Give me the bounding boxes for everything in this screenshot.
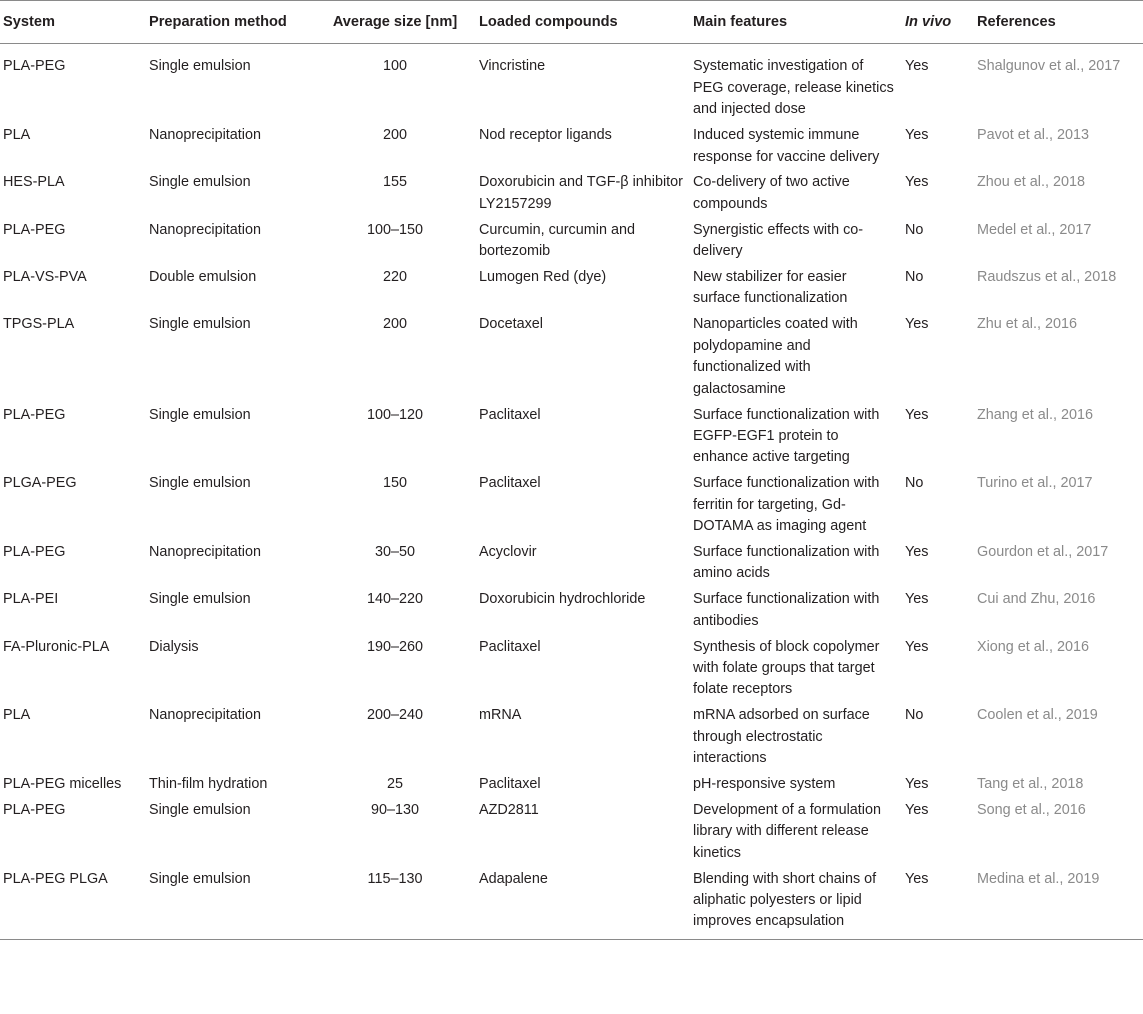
table-row	[0, 586, 1143, 633]
table-row	[0, 634, 1143, 703]
cell-features: New stabilizer for easier surface functionalization	[693, 269, 848, 307]
cell-features: Co-delivery of two active compounds	[693, 174, 850, 212]
cell-system: FA-Pluronic-PLA	[3, 638, 110, 655]
cell-reference: Zhu et al., 2016	[977, 316, 1078, 333]
cell-size: 100–120	[366, 406, 424, 423]
cell-reference: Zhou et al., 2018	[977, 174, 1086, 191]
cell-reference: Cui and Zhu, 2016	[977, 591, 1096, 608]
cell-loaded: Nod receptor ligands	[479, 127, 612, 144]
cell-system: PLA-PEG micelles	[3, 776, 122, 792]
cell-invivo: No	[905, 221, 924, 238]
header-loaded: Loaded compounds	[475, 1, 689, 44]
cell-size: 200	[382, 316, 407, 333]
cell-invivo: Yes	[905, 638, 929, 655]
table-row	[0, 169, 1143, 216]
cell-size: 90–130	[370, 801, 420, 818]
table-row	[0, 402, 1143, 471]
cell-invivo: Yes	[905, 58, 929, 75]
cell-invivo: No	[905, 269, 924, 286]
cell-size: 30–50	[374, 543, 416, 560]
cell-system: PLA	[3, 127, 31, 144]
table-row	[0, 702, 1143, 771]
cell-size: 100	[382, 58, 407, 75]
cell-reference: Pavot et al., 2013	[977, 127, 1090, 144]
header-features: Main features	[689, 1, 901, 44]
cell-reference: Coolen et al., 2019	[977, 707, 1098, 724]
cell-system: PLA-PEG	[3, 543, 66, 560]
cell-preparation: Single emulsion	[149, 406, 251, 423]
cell-reference: Zhang et al., 2016	[977, 406, 1094, 423]
cell-system: HES-PLA	[3, 174, 65, 191]
cell-invivo: Yes	[905, 776, 929, 792]
cell-system: PLA-VS-PVA	[3, 269, 87, 286]
table-row	[0, 311, 1143, 401]
cell-loaded: Doxorubicin and TGF-β inhibitor LY2157299	[479, 174, 683, 212]
cell-loaded: Adapalene	[475, 866, 689, 940]
cell-invivo: Yes	[905, 543, 929, 560]
cell-features: pH-responsive system	[693, 776, 836, 792]
cell-size: 155	[382, 174, 407, 191]
header-system: System	[0, 1, 145, 44]
table-row	[0, 866, 1143, 940]
table-row	[0, 217, 1143, 264]
cell-preparation: Single emulsion	[149, 475, 251, 492]
cell-features: Blending with short chains of aliphatic polyesters or lipid improves encapsulation	[689, 866, 901, 940]
cell-size: 150	[382, 475, 407, 492]
cell-loaded: Paclitaxel	[479, 406, 541, 423]
cell-loaded: Paclitaxel	[479, 475, 541, 492]
cell-system: TPGS-PLA	[3, 316, 75, 333]
cell-loaded: Doxorubicin hydrochloride	[479, 591, 646, 608]
cell-system: PLA-PEG	[3, 801, 66, 818]
cell-reference: Xiong et al., 2016	[977, 638, 1090, 655]
header-invivo: In vivo	[901, 1, 973, 44]
cell-system: PLGA-PEG	[3, 475, 77, 492]
cell-reference: Medina et al., 2019	[973, 866, 1143, 940]
cell-invivo: Yes	[905, 591, 929, 608]
cell-system: PLA-PEG	[3, 58, 66, 75]
cell-preparation: Single emulsion	[149, 316, 251, 333]
cell-loaded: Acyclovir	[479, 543, 537, 560]
cell-invivo: Yes	[905, 316, 929, 333]
cell-features: Development of a formulation library with different release kinetics	[693, 801, 881, 861]
cell-preparation: Single emulsion	[145, 866, 315, 940]
table-row	[0, 44, 1143, 122]
cell-preparation: Single emulsion	[149, 174, 251, 191]
cell-features: Systematic investigation of PEG coverage, release kinetics and injected dose	[693, 58, 894, 118]
cell-size: 220	[382, 269, 407, 286]
cell-reference: Raudszus et al., 2018	[977, 269, 1117, 286]
cell-loaded: mRNA	[479, 707, 522, 724]
table-row	[0, 771, 1143, 797]
table-row	[0, 264, 1143, 311]
cell-reference: Turino et al., 2017	[977, 475, 1093, 492]
header-row	[0, 1, 1143, 44]
cell-loaded: Paclitaxel	[479, 638, 541, 655]
cell-preparation: Thin-film hydration	[149, 776, 268, 792]
cell-size: 190–260	[366, 638, 424, 655]
cell-system: PLA-PEG	[3, 221, 66, 238]
cell-features: Surface functionalization with amino acids	[693, 543, 880, 582]
cell-reference: Medel et al., 2017	[977, 221, 1092, 238]
cell-reference: Shalgunov et al., 2017	[977, 58, 1121, 75]
cell-preparation: Single emulsion	[149, 58, 251, 75]
cell-preparation: Single emulsion	[149, 591, 251, 608]
cell-size: 140–220	[366, 591, 424, 608]
cell-invivo: Yes	[905, 174, 929, 191]
table-row	[0, 470, 1143, 539]
cell-size: 25	[386, 776, 403, 792]
cell-loaded: Lumogen Red (dye)	[479, 269, 607, 286]
cell-features: Synergistic effects with co-delivery	[693, 221, 864, 260]
cell-features: mRNA adsorbed on surface through electrostatic interactions	[693, 707, 870, 767]
cell-loaded: Paclitaxel	[479, 776, 541, 792]
cell-system: PLA-PEI	[3, 591, 59, 608]
cell-size: 115–130	[315, 866, 475, 940]
cell-preparation: Nanoprecipitation	[149, 127, 261, 144]
table-row	[0, 122, 1143, 169]
cell-preparation: Nanoprecipitation	[149, 221, 261, 238]
cell-features: Surface functionalization with ferritin for targeting, Gd-DOTAMA as imaging agent	[693, 475, 880, 535]
cell-size: 100–150	[366, 221, 424, 238]
cell-system: PLA-PEG	[3, 406, 66, 423]
cell-features: Surface functionalization with antibodies	[693, 591, 880, 629]
cell-system: PLA	[3, 707, 31, 724]
cell-invivo: No	[905, 707, 924, 724]
cell-invivo: Yes	[905, 127, 929, 144]
table-row	[0, 539, 1143, 586]
cell-invivo: Yes	[905, 801, 929, 818]
header-references: References	[973, 1, 1143, 44]
header-preparation: Preparation method	[145, 1, 315, 44]
cell-features: Surface functionalization with EGFP-EGF1 protein to enhance active targeting	[693, 406, 880, 466]
cell-invivo: No	[905, 475, 924, 492]
cell-preparation: Nanoprecipitation	[149, 543, 261, 560]
cell-invivo: Yes	[905, 406, 929, 423]
cell-invivo: Yes	[901, 866, 973, 940]
table-body	[0, 44, 1143, 939]
cell-loaded: Vincristine	[479, 58, 546, 75]
header-size: Average size [nm]	[315, 1, 475, 44]
cell-loaded: AZD2811	[479, 801, 539, 818]
cell-reference: Song et al., 2016	[977, 801, 1086, 818]
cell-reference: Tang et al., 2018	[977, 776, 1084, 792]
cell-features: Nanoparticles coated with polydopamine and functionalized with galactosamine	[693, 316, 858, 397]
cell-loaded: Docetaxel	[479, 316, 543, 333]
cell-features: Induced systemic immune response for vaccine delivery	[693, 127, 880, 165]
cell-reference: Gourdon et al., 2017	[977, 543, 1109, 560]
cell-size: 200–240	[366, 707, 424, 724]
cell-system: PLA-PEG PLGA	[0, 866, 145, 940]
cell-size: 200	[382, 127, 407, 144]
table-row	[0, 797, 1143, 866]
cell-preparation: Nanoprecipitation	[149, 707, 261, 724]
cell-preparation: Single emulsion	[149, 801, 251, 818]
cell-preparation: Dialysis	[149, 638, 199, 655]
cell-preparation: Double emulsion	[149, 269, 257, 286]
cell-loaded: Curcumin, curcumin and bortezomib	[479, 221, 635, 260]
cell-features: Synthesis of block copolymer with folate groups that target folate receptors	[693, 638, 880, 698]
